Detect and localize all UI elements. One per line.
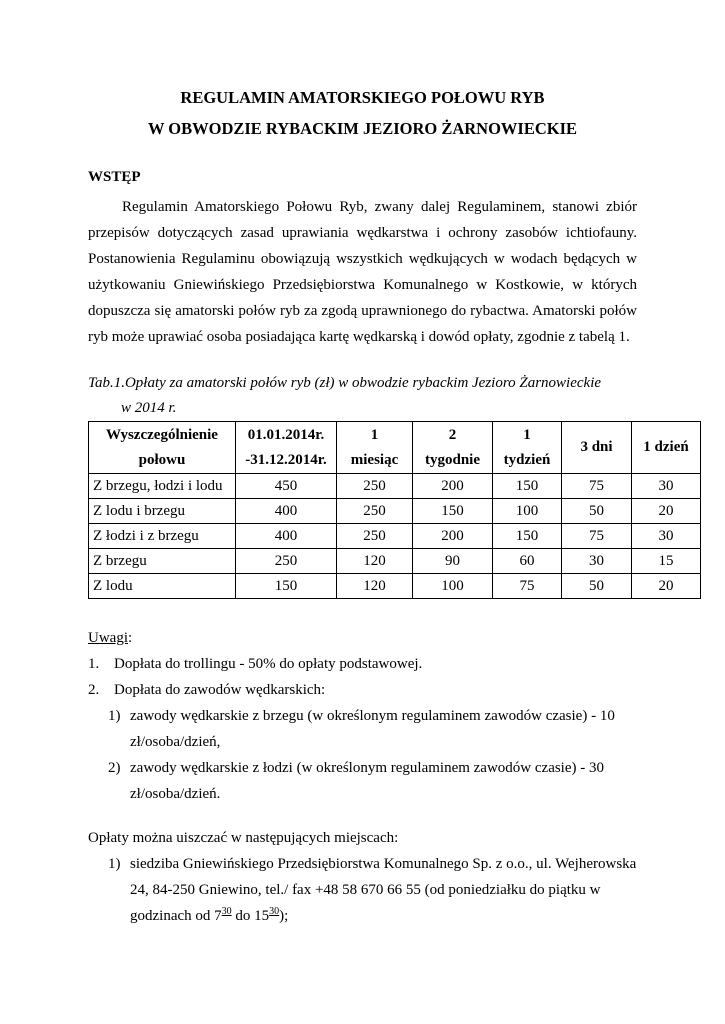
table-row [89, 524, 701, 549]
list-text-hours [130, 903, 648, 929]
notes-heading [88, 625, 648, 651]
table-row [89, 474, 701, 499]
header-cell [562, 422, 632, 474]
table-cell: Z lodu [89, 574, 236, 599]
header-line1: 1 [523, 426, 531, 443]
table-header-row [89, 422, 701, 474]
table-cell: 400 [236, 524, 337, 549]
header-line1: Wyszczególnienie [106, 426, 218, 443]
table-cell: 30 [562, 549, 632, 574]
fees-table [88, 421, 701, 599]
list-number: 1) [108, 856, 121, 872]
header-cell [632, 422, 701, 474]
table-cell: 120 [337, 574, 413, 599]
table-cell: 450 [236, 474, 337, 499]
table-cell: Z łodzi i z brzegu [89, 524, 236, 549]
table-cell: 30 [632, 474, 701, 499]
table-cell: 30 [632, 524, 701, 549]
table-cell: 75 [493, 574, 562, 599]
table-cell: 250 [337, 499, 413, 524]
header-line2: -31.12.2014r. [245, 451, 327, 468]
list-item [88, 677, 648, 703]
notes-colon: : [128, 630, 133, 646]
table-cell: 150 [493, 474, 562, 499]
list-item [88, 851, 648, 929]
table-cell: 75 [562, 524, 632, 549]
payment-section [88, 825, 648, 929]
table-cell: 120 [337, 549, 413, 574]
table-cell: 15 [632, 549, 701, 574]
table-cell: Z brzegu [89, 549, 236, 574]
table-cell: 50 [562, 499, 632, 524]
table-cell: 250 [337, 474, 413, 499]
header-line2: tygodnie [424, 451, 480, 468]
header-line1: 1 dzień [643, 439, 689, 455]
hours-superscript: 30 [269, 906, 280, 917]
hours-text: godzinach od 7 [130, 908, 222, 924]
header-line1: 3 dni [580, 439, 613, 455]
notes-section [88, 625, 648, 807]
header-line2: miesiąc [350, 451, 399, 468]
list-text-cont: zł/osoba/dzień. [130, 786, 221, 802]
header-cell [493, 422, 562, 474]
hours-text: ); [279, 908, 289, 924]
table-cell: 60 [493, 549, 562, 574]
list-text: zawody wędkarskie z łodzi (w określonym regulaminem zawodów czasie) - 30 [130, 760, 605, 776]
table-caption-line1: Tab.1.Opłaty za amatorski połów ryb (zł) w obwodzie rybackim Jezioro Żarnowieckie [88, 375, 602, 391]
header-cell [89, 422, 236, 474]
table-cell: 250 [337, 524, 413, 549]
table-cell: Z brzegu, łodzi i lodu [89, 474, 236, 499]
list-number: 1. [88, 656, 100, 672]
list-text: siedziba Gniewińskiego Przedsiębiorstwa Komunalnego Sp. z o.o., ul. Wejherowska [130, 856, 637, 872]
table-cell: 75 [562, 474, 632, 499]
list-item [88, 651, 648, 677]
table-cell: 400 [236, 499, 337, 524]
header-line1: 2 [448, 426, 457, 443]
sub-list-item [88, 755, 648, 807]
table-cell: 250 [236, 549, 337, 574]
header-cell [337, 422, 413, 474]
table-row [89, 549, 701, 574]
intro-paragraph: Regulamin Amatorskiego Połowu Ryb, zwany dalej Regulaminem, stanowi zbiór przepisów dotyczących zasad uprawiania wędkarstwa i ochrony zasobów ichtiofauny. Postanowienia Regulaminu obowiązują wszystkich wędkujących w wodach będących w użytkowaniu Gniewińskiego Przedsiębiorstwa Komunalnego w Kostkowie, w których dopuszcza się amatorski połów ryb za zgodą uprawnionego do rybactwa. Amatorski połów ryb może uprawiać osoba posiadająca kartę wędkarską i dowód opłaty, zgodnie z tabelą 1. [88, 199, 637, 345]
list-text-cont: 24, 84-250 Gniewino, tel./ fax +48 58 670 66 55 (od poniedziałku do piątku w [130, 882, 601, 898]
table-caption [88, 371, 601, 421]
document-title-line1: REGULAMIN AMATORSKIEGO POŁOWU RYB [180, 88, 545, 107]
payment-intro: Opłaty można uiszczać w następujących miejscach: [88, 830, 399, 846]
list-text-cont: zł/osoba/dzień, [130, 734, 221, 750]
header-line1: 01.01.2014r. [247, 426, 325, 443]
table-caption-line2: w 2014 r. [121, 400, 177, 416]
table-cell: 20 [632, 499, 701, 524]
table-cell: 20 [632, 574, 701, 599]
table-cell: 200 [413, 524, 493, 549]
header-line1: 1 [370, 426, 379, 443]
hours-superscript: 30 [221, 906, 232, 917]
header-cell [236, 422, 337, 474]
header-cell [413, 422, 493, 474]
table-cell: 100 [413, 574, 493, 599]
table-cell: 150 [493, 524, 562, 549]
document-title-line2: W OBWODZIE RYBACKIM JEZIORO ŻARNOWIECKIE [147, 119, 578, 138]
table-cell: 150 [413, 499, 493, 524]
list-text: zawody wędkarskie z brzegu (w określonym regulaminem zawodów czasie) - 10 [130, 708, 615, 724]
header-line2: tydzień [503, 451, 551, 468]
notes-label: Uwagi [88, 630, 128, 646]
list-text: Dopłata do trollingu - 50% do opłaty podstawowej. [114, 656, 423, 672]
table-cell: 100 [493, 499, 562, 524]
table-cell: 90 [413, 549, 493, 574]
section-heading-intro: WSTĘP [88, 169, 141, 185]
table-cell: Z lodu i brzegu [89, 499, 236, 524]
sub-list-item [88, 703, 648, 755]
table-cell: 150 [236, 574, 337, 599]
hours-text: do 15 [231, 908, 270, 924]
table-row [89, 574, 701, 599]
header-line2: połowu [138, 451, 186, 468]
list-number: 2. [88, 682, 100, 698]
list-number: 2) [108, 760, 121, 776]
table-row [89, 499, 701, 524]
table-cell: 50 [562, 574, 632, 599]
list-text: Dopłata do zawodów wędkarskich: [114, 682, 326, 698]
list-number: 1) [108, 708, 121, 724]
table-cell: 200 [413, 474, 493, 499]
